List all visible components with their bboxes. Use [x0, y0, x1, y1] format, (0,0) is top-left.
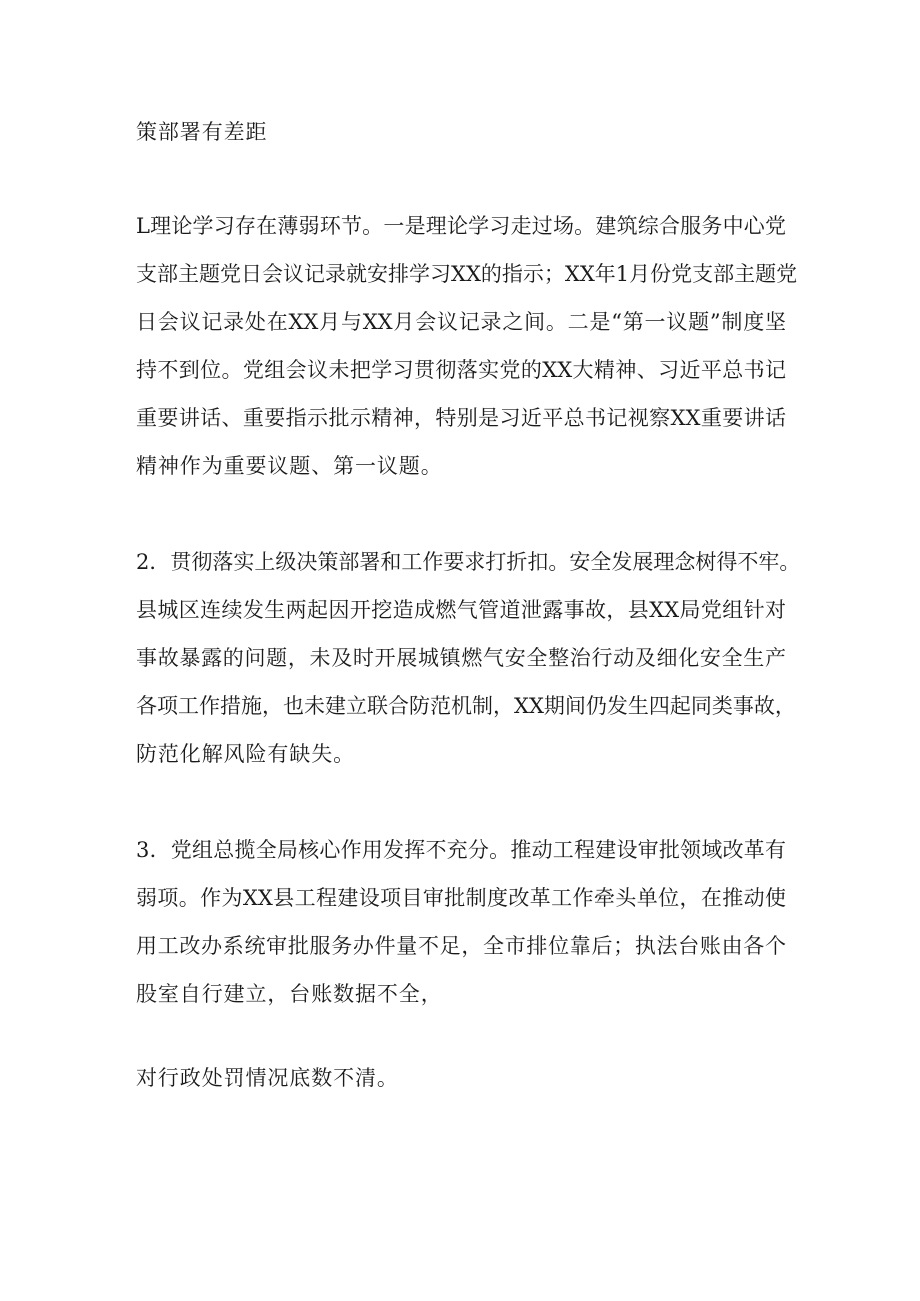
paragraph-line: 各项工作措施，也未建立联合防范机制，XX期间仍发生四起同类事故，: [136, 694, 796, 718]
paragraph-line: L理论学习存在薄弱环节。一是理论学习走过场。建筑综合服务中心党: [136, 214, 786, 238]
paragraph-line: 3．党组总揽全局核心作用发挥不充分。推动工程建设审批领域改革有: [136, 838, 786, 862]
paragraph-line: 2．贯彻落实上级决策部署和工作要求打折扣。安全发展理念树得不牢。: [136, 550, 801, 574]
paragraph-line: 支部主题党日会议记录就安排学习XX的指示；XX年1月份党支部主题党: [136, 262, 798, 286]
paragraph-line: 股室自行建立，台账数据不全，: [136, 982, 443, 1006]
paragraph-line: 防范化解风险有缺失。: [136, 742, 355, 766]
paragraph-line: 精神作为重要议题、第一议题。: [136, 454, 443, 478]
text-line-heading-fragment: 策部署有差距: [136, 120, 268, 144]
text-line-continuation: 对行政处罚情况底数不清。: [136, 1066, 399, 1090]
paragraph-line: 持不到位。党组会议未把学习贯彻落实党的XX大精神、习近平总书记: [136, 358, 786, 382]
paragraph-line: 县城区连续发生两起因开挖造成燃气管道泄露事故，县XX局党组针对: [136, 598, 786, 622]
paragraph-line: 弱项。作为XX县工程建设项目审批制度改革工作牵头单位，在推动使: [136, 886, 786, 910]
paragraph-line: 事故暴露的问题，未及时开展城镇燃气安全整治行动及细化安全生产: [136, 646, 786, 670]
paragraph-line: 重要讲话、重要指示批示精神，特别是习近平总书记视察XX重要讲话: [136, 406, 786, 430]
paragraph-line: 日会议记录处在XX月与XX月会议记录之间。二是“第一议题”制度坚: [136, 310, 786, 334]
paragraph-line: 用工改办系统审批服务办件量不足，全市排位靠后；执法台账由各个: [136, 934, 786, 958]
